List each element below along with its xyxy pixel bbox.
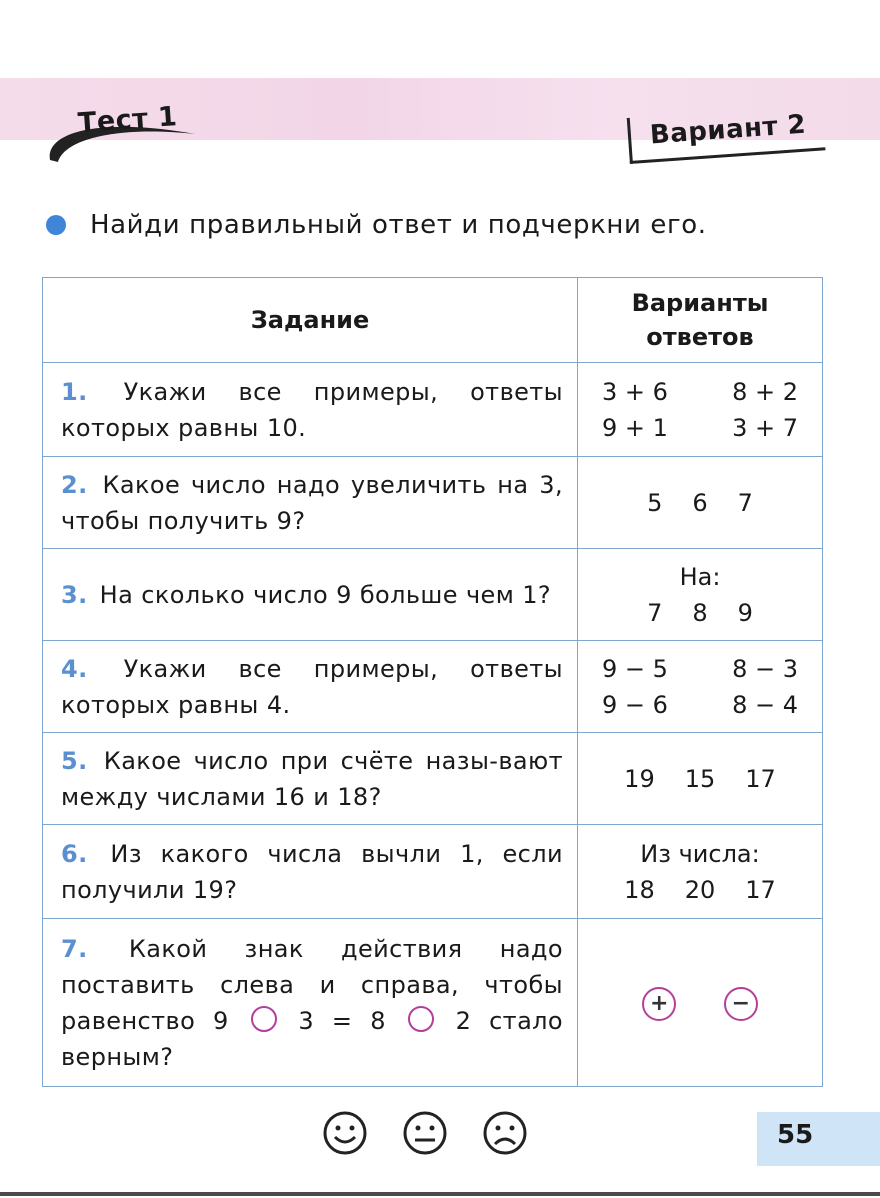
answer-cell [578,733,823,825]
table-row [43,457,823,549]
variant-label: Вариант 2 [648,109,808,151]
minus-sign-option[interactable]: − [724,987,758,1021]
instruction [46,210,836,240]
blank-circle-icon[interactable] [251,1006,277,1032]
self-assessment-faces [322,1110,528,1156]
sad-face-icon[interactable] [482,1110,528,1156]
table-row [43,733,823,825]
task-cell: 7. Какой знак действия надо поставить слева и справа, чтобы равенство 9 3 = 8 2 стало верным? [43,919,578,1087]
answer-option[interactable]: 8 [692,598,708,627]
task-cell: 6. Из какого числа вычли 1, если получили 19? [43,825,578,919]
answer-option[interactable]: 7 [737,488,753,517]
answer-option[interactable]: 17 [745,875,776,904]
answer-option[interactable]: 8 − 4 [732,690,798,719]
col-answers-header: Варианты ответов [578,278,823,363]
answer-option[interactable]: 9 + 1 [602,413,668,442]
task-cell: 3. На сколько число 9 больше чем 1? [43,549,578,641]
answer-option[interactable]: 3 + 7 [732,413,798,442]
col-task-header: Задание [43,278,578,363]
answer-cell [578,641,823,733]
task-cell: 2. Какое число надо увеличить на 3, чтобы получить 9? [43,457,578,549]
answer-option[interactable]: 17 [745,764,776,793]
bullet-icon [46,215,66,235]
answer-option[interactable]: 15 [684,764,716,793]
table-row [43,549,823,641]
blank-circle-icon[interactable] [408,1006,434,1032]
page-number-tab [757,1112,880,1166]
answer-option[interactable]: 5 [647,488,663,517]
instruction-text: Найди правильный ответ и подчеркни его. [90,210,707,240]
answer-cell [578,919,823,1087]
plus-sign-option[interactable]: + [642,987,676,1021]
table-row [43,919,823,1087]
task-table [42,277,823,1087]
table-row [43,363,823,457]
table-row [43,641,823,733]
answer-prefix: На: [679,562,721,591]
table-row [43,825,823,919]
task-cell: 5. Какое число при счёте назы-вают между числами 16 и 18? [43,733,578,825]
test-label: Тест 1 [76,101,179,139]
answer-cell [578,457,823,549]
answer-option[interactable]: 19 [624,764,655,793]
page-number: 55 [777,1120,814,1150]
answer-option[interactable]: 9 [737,598,753,627]
answer-prefix: Из числа: [640,839,760,868]
answer-option[interactable]: 6 [692,488,708,517]
answer-option[interactable]: 3 + 6 [602,377,668,406]
answer-option[interactable]: 7 [647,598,663,627]
answer-option[interactable]: 9 − 5 [602,654,668,683]
answer-option[interactable]: 20 [684,875,716,904]
table-header-row [43,278,823,363]
bottom-divider [0,1192,880,1196]
answer-option[interactable]: 8 + 2 [732,377,798,406]
smile-face-icon[interactable] [322,1110,368,1156]
neutral-face-icon[interactable] [402,1110,448,1156]
answer-option[interactable]: 8 − 3 [732,654,798,683]
answer-option[interactable]: 9 − 6 [602,690,668,719]
answer-cell [578,825,823,919]
task-cell: 4. Укажи все примеры, ответы которых равны 4. [43,641,578,733]
answer-option[interactable]: 18 [624,875,655,904]
answer-cell [578,363,823,457]
answer-cell [578,549,823,641]
task-cell: 1. Укажи все примеры, ответы которых равны 10. [43,363,578,457]
